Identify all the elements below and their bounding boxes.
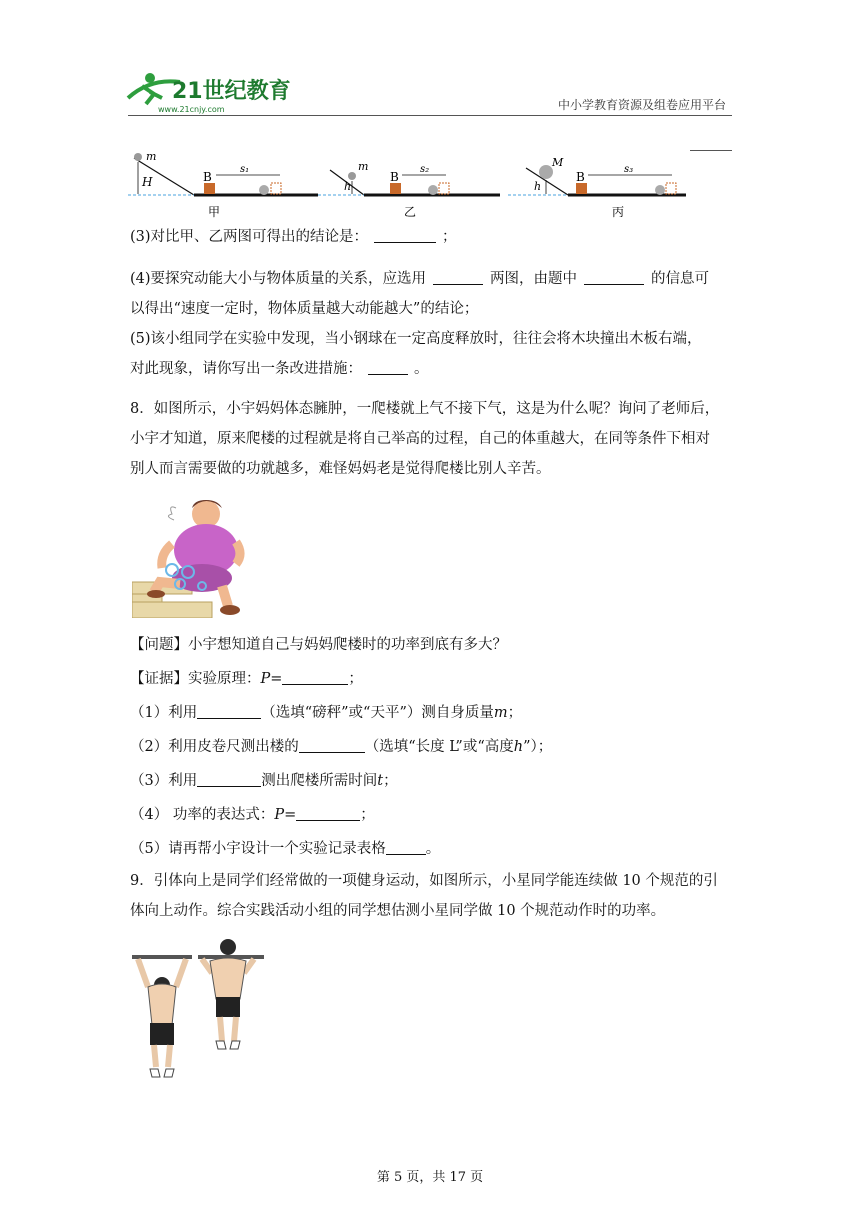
block-label: B: [576, 170, 585, 184]
q8-step3: [130, 766, 735, 796]
ramp-experiment-diagram: [128, 150, 732, 222]
platform-name: 中小学教育资源及组卷应用平台: [557, 98, 726, 112]
symbol-h: h: [513, 739, 524, 755]
diagram-panel-bing: [508, 156, 686, 219]
symbol-m: m: [493, 705, 508, 721]
answer-blank[interactable]: [368, 358, 408, 375]
text: （3）利用: [130, 773, 198, 789]
header-divider: [128, 115, 732, 116]
text: （选填“磅秤”或“天平”）测自身质量: [261, 705, 494, 721]
site-logo: [120, 68, 290, 116]
text: （选填“长度 L”或“高度: [364, 739, 514, 755]
answer-blank[interactable]: [433, 268, 483, 285]
q8-step5: [130, 834, 735, 864]
text: 。: [414, 361, 429, 377]
text: ；: [442, 229, 457, 245]
text: (3)对比甲、乙两图可得出的结论是：: [130, 229, 369, 245]
q7-part4: [130, 264, 735, 324]
block-label: B: [390, 170, 399, 184]
text: 。: [425, 841, 441, 857]
text: 体向上动作。综合实践活动小组的同学想估测小星同学做 10 个规范动作时的功率。: [130, 903, 666, 919]
text: 小宇才知道，原来爬楼的过程就是将自己举高的过程，自己的体重越大，在同等条件下相对: [130, 431, 710, 447]
diagram-panel-jia: [128, 150, 318, 219]
answer-blank[interactable]: [197, 702, 261, 719]
symbol-p: P: [274, 807, 285, 823]
text: 9．引体向上是同学们经常做的一项健身运动，如图所示，小星同学能连续做 10 个规范的引: [130, 873, 718, 889]
mother-climbing-stairs-illustration: [132, 494, 256, 618]
answer-blank[interactable]: [299, 736, 365, 753]
distance-label: s₃: [624, 164, 634, 175]
answer-blank[interactable]: [374, 226, 436, 243]
symbol-p: P: [260, 671, 271, 687]
q8-question: 【问题】小宇想知道自己与妈妈爬楼时的功率到底有多大？: [130, 637, 507, 653]
answer-blank[interactable]: [282, 668, 348, 685]
logo-text: 21世纪教育: [172, 79, 290, 104]
text: ；: [348, 671, 363, 687]
q7-part5: [130, 324, 735, 384]
text: 测出爬楼所需时间: [261, 773, 378, 789]
panel-caption: 丙: [612, 205, 625, 219]
answer-blank[interactable]: [386, 838, 426, 855]
text: （5）请再帮小宇设计一个实验记录表格: [130, 841, 386, 857]
text: （2）利用皮卷尺测出楼的: [130, 739, 299, 755]
distance-label: s₂: [420, 164, 430, 175]
ball-label: m: [146, 150, 157, 163]
text: =: [284, 807, 297, 823]
page-number: 第 5 页，共 17 页: [376, 1170, 484, 1185]
text: =: [270, 671, 283, 687]
text: 对此现象，请你写出一条改进措施：: [130, 361, 362, 377]
text: 的信息可: [651, 271, 710, 287]
ball-label: M: [552, 156, 564, 169]
block-label: B: [203, 170, 212, 184]
q8-step4: [130, 800, 735, 830]
q7-part3: [130, 222, 735, 252]
distance-label: s₁: [240, 164, 250, 175]
diagram-panel-yi: [318, 160, 500, 219]
logo-url: www.21cnjy.com: [158, 105, 225, 114]
symbol-t: t: [377, 773, 384, 789]
answer-blank[interactable]: [584, 268, 644, 285]
q9-stem: [130, 866, 735, 926]
answer-blank[interactable]: [197, 770, 261, 787]
text: ；: [507, 705, 523, 721]
text: 【证据】实验原理：: [130, 671, 261, 687]
panel-caption: 甲: [208, 205, 221, 219]
q8-step1: [130, 698, 735, 728]
height-label: H: [142, 175, 153, 189]
text: (4)要探究动能大小与物体质量的关系，应选用: [130, 271, 427, 287]
text: ”）；: [523, 739, 553, 755]
answer-blank[interactable]: [296, 804, 360, 821]
q8-step2: [130, 732, 735, 762]
q8-stem: [130, 394, 735, 484]
text: 两图，由题中: [490, 271, 578, 287]
pull-up-illustration: [132, 937, 278, 1079]
text: 以得出“速度一定时，物体质量越大动能越大”的结论；: [130, 301, 479, 317]
text: 别人而言需要做的功就越多，难怪妈妈老是觉得爬楼比别人辛苦。: [130, 461, 551, 477]
text: （4） 功率的表达式：: [130, 807, 275, 823]
text: 8．如图所示，小宇妈妈体态臃肿，一爬楼就上气不接下气，这是为什么呢？询问了老师后，: [130, 401, 720, 417]
text: ；: [360, 807, 375, 823]
height-label: h: [344, 180, 352, 193]
text: （1）利用: [130, 705, 198, 721]
ball-label: m: [358, 160, 369, 173]
text: ；: [383, 773, 398, 789]
q8-evidence: [130, 664, 735, 694]
height-label: h: [534, 180, 542, 193]
text: (5)该小组同学在实验中发现，当小钢球在一定高度释放时，往往会将木块撞出木板右端，: [130, 331, 702, 347]
panel-caption: 乙: [404, 205, 417, 219]
diagram-top-rule: [690, 150, 732, 151]
